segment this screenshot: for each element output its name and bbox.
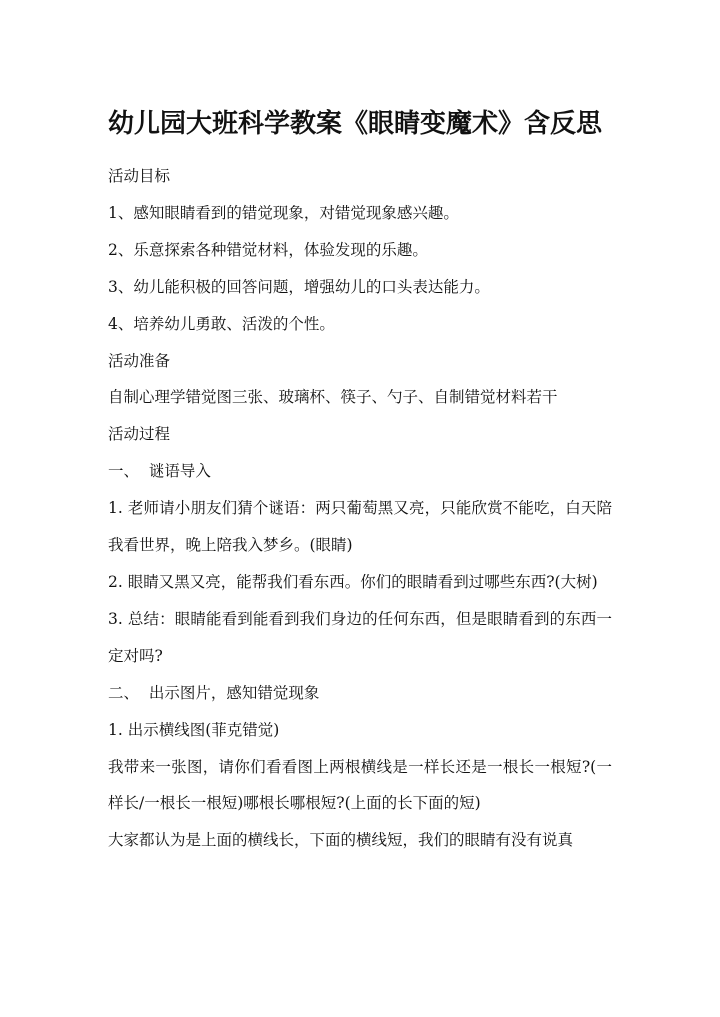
process-paragraph: 1. 出示横线图(菲克错觉): [108, 720, 280, 739]
section-heading-preparation: 活动准备: [108, 351, 171, 370]
process-step-heading: 二、 出示图片，感知错觉现象: [108, 683, 320, 702]
preparation-text: 自制心理学错觉图三张、玻璃杯、筷子、勺子、自制错觉材料若干: [108, 388, 558, 407]
goal-item: 4、培养幼儿勇敢、活泼的个性。: [108, 314, 335, 333]
goal-item: 2、乐意探索各种错觉材料，体验发现的乐趣。: [108, 240, 428, 259]
goal-item: 3、幼儿能积极的回答问题，增强幼儿的口头表达能力。: [108, 277, 490, 296]
process-paragraph: 我带来一张图，请你们看看图上两根横线是一样长还是一根长一根短?(一样长/一根长一根短)哪根长哪根短?(上面的长下面的短): [108, 757, 612, 813]
process-paragraph: 2. 眼睛又黑又亮，能帮我们看东西。你们的眼睛看到过哪些东西?(大树): [108, 572, 598, 591]
section-heading-process: 活动过程: [108, 425, 171, 444]
process-paragraph: 1. 老师请小朋友们猜个谜语：两只葡萄黑又亮，只能欣赏不能吃，白天陪我看世界，晚上陪我入梦乡。(眼睛): [108, 499, 612, 555]
section-heading-goals: 活动目标: [108, 167, 171, 185]
process-paragraph: 3. 总结：眼睛能看到能看到我们身边的任何东西，但是眼睛看到的东西一定对吗?: [108, 609, 612, 665]
goal-item: 1、感知眼睛看到的错觉现象，对错觉现象感兴趣。: [108, 203, 459, 222]
process-step-heading: 一、 谜语导入: [108, 462, 211, 481]
document-body: [108, 158, 612, 859]
process-paragraph: 大家都认为是上面的横线长，下面的横线短，我们的眼睛有没有说真: [108, 831, 574, 850]
document-title: 幼儿园大班科学教案《眼睛变魔术》含反思: [108, 109, 603, 139]
